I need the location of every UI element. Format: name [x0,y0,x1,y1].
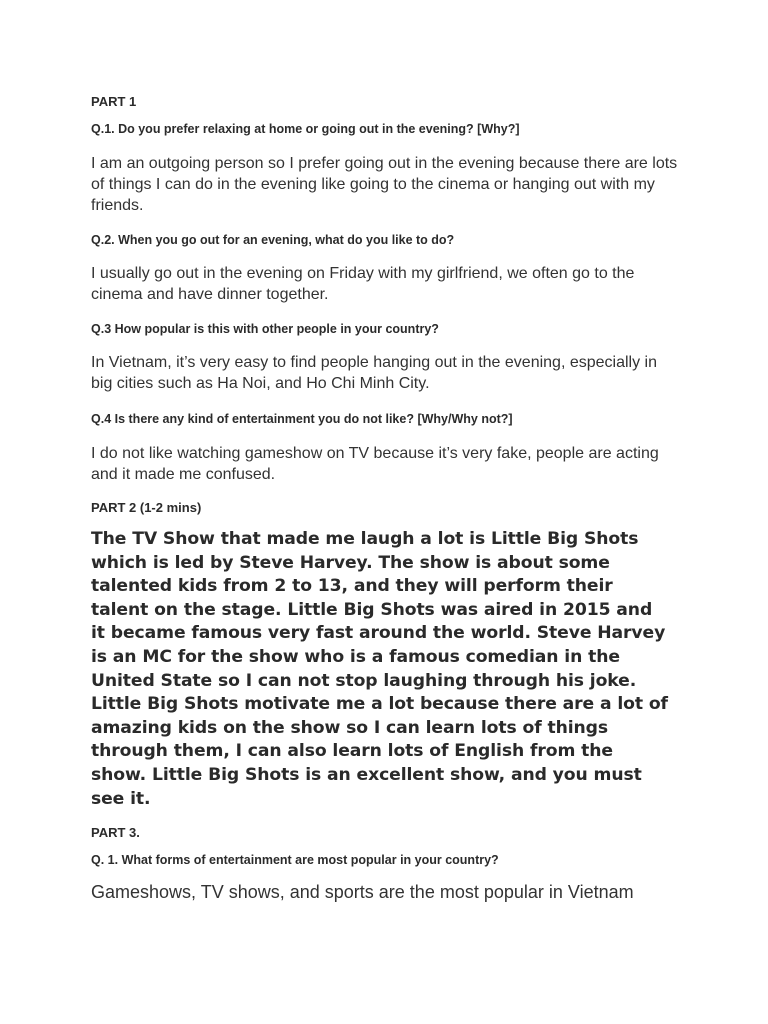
part1-q1-answer: I am an outgoing person so I prefer going out in the evening because there are lots of things I can do in the evening like going to the cinema or hanging out with my friends. [91,155,678,214]
part1-q4-answer: I do not like watching gameshow on TV because it’s very fake, people are acting and it made me confused. [91,445,659,483]
part1-q2-question: Q.2. When you go out for an evening, what do you like to do? [91,233,455,247]
part3-heading: PART 3. [91,825,140,840]
part1-q2-answer: I usually go out in the evening on Friday with my girlfriend, we often go to the cinema and have dinner together. [91,265,635,303]
part3-q1-answer: Gameshows, TV shows, and sports are the most popular in Vietnam [91,882,634,902]
part2-heading: PART 2 (1-2 mins) [91,500,202,515]
part1-q4-question: Q.4 Is there any kind of entertainment you do not like? [Why/Why not?] [91,412,513,426]
part3-q1-question: Q. 1. What forms of entertainment are most popular in your country? [91,853,499,867]
part1-heading: PART 1 [91,94,137,109]
part1-q1-question: Q.1. Do you prefer relaxing at home or going out in the evening? [Why?] [91,122,520,136]
part1-q3-answer: In Vietnam, it’s very easy to find people hanging out in the evening, especially in big cities such as Ha Noi, and Ho Chi Minh City. [91,354,657,392]
part2-essay: The TV Show that made me laugh a lot is Little Big Shots which is led by Steve Harvey. The show is about some talented kids from 2 to 13, and they will perform their talent on the stage. Little Big Shots was aired in 2015 and it became famous very fast around the world. Steve Harvey is an MC for the show who is a famous comedian in the United State so I can not stop laughing through his joke. Little Big Shots motivate me a lot because there are a lot of amazing kids on the show so I can learn lots of things through them, I can also learn lots of English from the show. Little Big Shots is an excellent show, and you must see it. [91,529,668,809]
part1-q3-question: Q.3 How popular is this with other people in your country? [91,322,439,336]
